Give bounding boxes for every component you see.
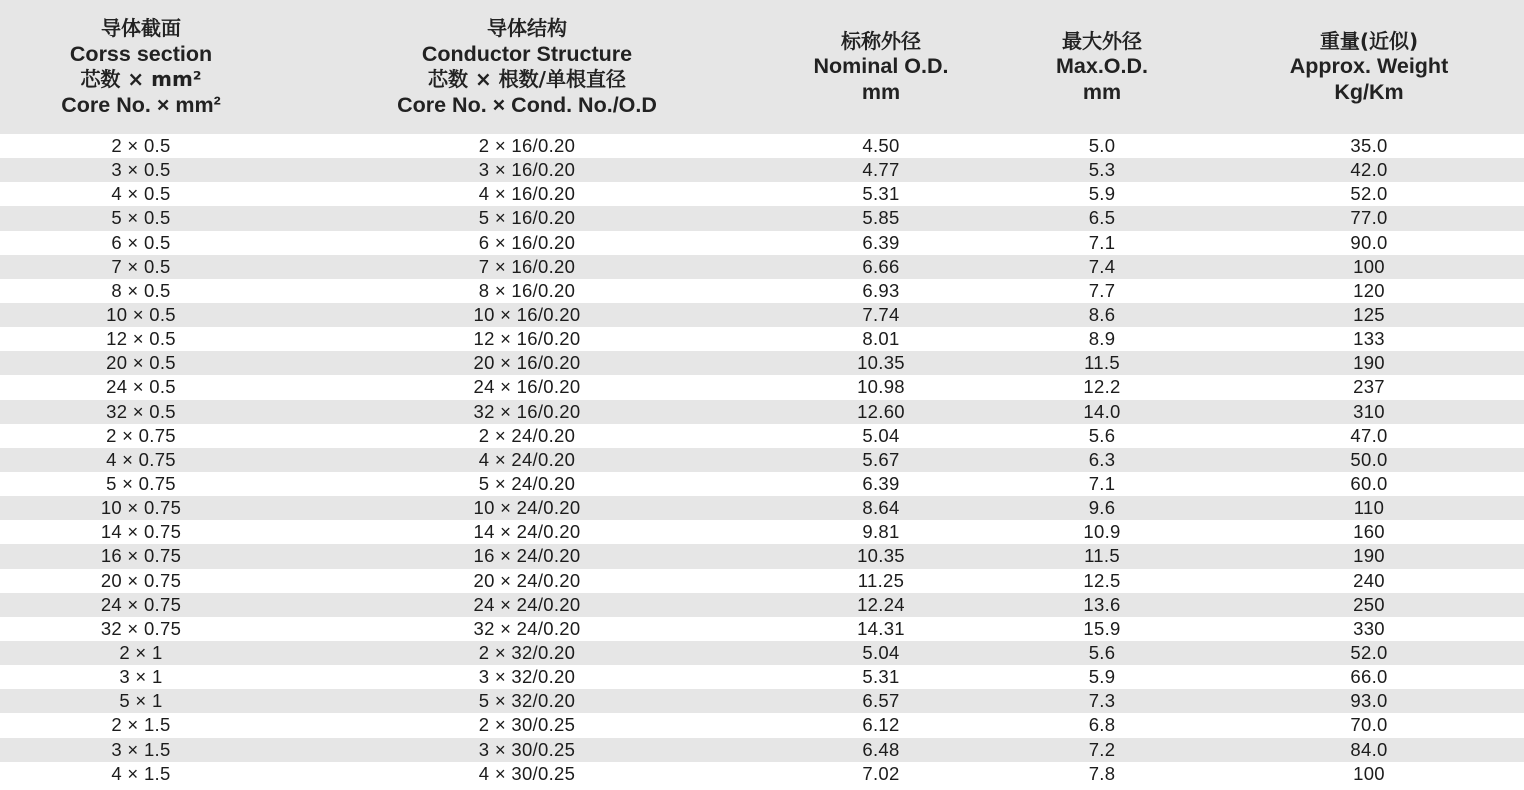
- cell-approx-weight: 90.0: [1214, 231, 1524, 255]
- table-row: [0, 448, 1524, 472]
- table-row: [0, 327, 1524, 351]
- cell-nominal-od: 10.35: [772, 351, 990, 375]
- cell-nominal-od: 6.57: [772, 689, 990, 713]
- table-row: [0, 665, 1524, 689]
- table-row: [0, 303, 1524, 327]
- header-line: Max.O.D.: [1056, 54, 1148, 79]
- cell-nominal-od: 6.66: [772, 255, 990, 279]
- header-line: Kg/Km: [1334, 79, 1404, 104]
- table-row: [0, 544, 1524, 568]
- cell-max-od: 12.5: [990, 569, 1214, 593]
- cell-nominal-od: 6.12: [772, 713, 990, 737]
- cell-cross-section: 4 × 1.5: [0, 762, 282, 786]
- cell-max-od: 7.1: [990, 472, 1214, 496]
- cell-conductor-structure: 20 × 24/0.20: [282, 569, 772, 593]
- cell-cross-section: 10 × 0.5: [0, 303, 282, 327]
- cell-nominal-od: 12.60: [772, 400, 990, 424]
- cell-conductor-structure: 5 × 16/0.20: [282, 206, 772, 230]
- cell-nominal-od: 5.85: [772, 206, 990, 230]
- cell-approx-weight: 77.0: [1214, 206, 1524, 230]
- cell-cross-section: 16 × 0.75: [0, 544, 282, 568]
- header-line: mm: [861, 79, 901, 104]
- cell-nominal-od: 6.48: [772, 738, 990, 762]
- cell-approx-weight: 42.0: [1214, 158, 1524, 182]
- table-row: [0, 641, 1524, 665]
- cell-max-od: 7.2: [990, 738, 1214, 762]
- cell-cross-section: 20 × 0.5: [0, 351, 282, 375]
- cell-conductor-structure: 7 × 16/0.20: [282, 255, 772, 279]
- cell-cross-section: 5 × 1: [0, 689, 282, 713]
- table-row: [0, 617, 1524, 641]
- cell-conductor-structure: 24 × 16/0.20: [282, 375, 772, 399]
- table-row: [0, 231, 1524, 255]
- cell-nominal-od: 6.93: [772, 279, 990, 303]
- cell-conductor-structure: 20 × 16/0.20: [282, 351, 772, 375]
- cell-nominal-od: 7.74: [772, 303, 990, 327]
- cell-max-od: 14.0: [990, 400, 1214, 424]
- header-line: Core No. × Cond. No./O.D: [397, 92, 657, 117]
- cell-conductor-structure: 2 × 16/0.20: [282, 134, 772, 158]
- cell-cross-section: 6 × 0.5: [0, 231, 282, 255]
- cell-nominal-od: 6.39: [772, 472, 990, 496]
- table-row: [0, 400, 1524, 424]
- cell-cross-section: 20 × 0.75: [0, 569, 282, 593]
- cell-approx-weight: 190: [1214, 351, 1524, 375]
- header-approx-weight: [1214, 0, 1524, 134]
- cell-approx-weight: 100: [1214, 762, 1524, 786]
- cell-conductor-structure: 4 × 16/0.20: [282, 182, 772, 206]
- table-row: [0, 496, 1524, 520]
- cell-approx-weight: 310: [1214, 400, 1524, 424]
- table-row: [0, 569, 1524, 593]
- cell-approx-weight: 133: [1214, 327, 1524, 351]
- table-body: [0, 134, 1524, 786]
- cell-approx-weight: 330: [1214, 617, 1524, 641]
- cell-cross-section: 8 × 0.5: [0, 279, 282, 303]
- cell-cross-section: 2 × 1.5: [0, 713, 282, 737]
- cell-nominal-od: 5.04: [772, 424, 990, 448]
- table-row: [0, 255, 1524, 279]
- cell-approx-weight: 35.0: [1214, 134, 1524, 158]
- cell-nominal-od: 5.04: [772, 641, 990, 665]
- cell-conductor-structure: 12 × 16/0.20: [282, 327, 772, 351]
- table-row: [0, 424, 1524, 448]
- cell-conductor-structure: 14 × 24/0.20: [282, 520, 772, 544]
- cell-nominal-od: 5.31: [772, 182, 990, 206]
- cell-approx-weight: 125: [1214, 303, 1524, 327]
- cell-cross-section: 32 × 0.75: [0, 617, 282, 641]
- cell-cross-section: 12 × 0.5: [0, 327, 282, 351]
- cell-approx-weight: 50.0: [1214, 448, 1524, 472]
- header-row: [0, 0, 1524, 134]
- cell-cross-section: 24 × 0.75: [0, 593, 282, 617]
- table-row: [0, 375, 1524, 399]
- cell-cross-section: 4 × 0.75: [0, 448, 282, 472]
- header-line: Corss section: [69, 41, 213, 66]
- cell-cross-section: 24 × 0.5: [0, 375, 282, 399]
- table-row: [0, 351, 1524, 375]
- cell-nominal-od: 9.81: [772, 520, 990, 544]
- cell-approx-weight: 60.0: [1214, 472, 1524, 496]
- cell-conductor-structure: 8 × 16/0.20: [282, 279, 772, 303]
- cell-max-od: 6.3: [990, 448, 1214, 472]
- cell-max-od: 15.9: [990, 617, 1214, 641]
- cell-approx-weight: 110: [1214, 496, 1524, 520]
- cell-approx-weight: 93.0: [1214, 689, 1524, 713]
- cell-approx-weight: 237: [1214, 375, 1524, 399]
- cell-approx-weight: 160: [1214, 520, 1524, 544]
- cell-max-od: 8.6: [990, 303, 1214, 327]
- cell-conductor-structure: 5 × 24/0.20: [282, 472, 772, 496]
- cell-approx-weight: 240: [1214, 569, 1524, 593]
- header-cross-section: [0, 0, 282, 134]
- cell-approx-weight: 66.0: [1214, 665, 1524, 689]
- header-line: 最大外径: [1062, 28, 1142, 53]
- header-max-od: [990, 0, 1214, 134]
- cell-cross-section: 5 × 0.5: [0, 206, 282, 230]
- cell-approx-weight: 84.0: [1214, 738, 1524, 762]
- table-row: [0, 472, 1524, 496]
- header-nominal-od: [772, 0, 990, 134]
- cell-cross-section: 2 × 0.75: [0, 424, 282, 448]
- cell-max-od: 6.8: [990, 713, 1214, 737]
- table-row: [0, 279, 1524, 303]
- table-row: [0, 762, 1524, 786]
- cell-max-od: 5.9: [990, 665, 1214, 689]
- cell-max-od: 7.8: [990, 762, 1214, 786]
- cell-conductor-structure: 10 × 24/0.20: [282, 496, 772, 520]
- cell-conductor-structure: 2 × 24/0.20: [282, 424, 772, 448]
- cell-nominal-od: 7.02: [772, 762, 990, 786]
- cell-max-od: 7.1: [990, 231, 1214, 255]
- table-row: [0, 520, 1524, 544]
- table-row: [0, 206, 1524, 230]
- table-row: [0, 158, 1524, 182]
- cell-max-od: 8.9: [990, 327, 1214, 351]
- cell-max-od: 6.5: [990, 206, 1214, 230]
- cell-nominal-od: 8.64: [772, 496, 990, 520]
- table-row: [0, 738, 1524, 762]
- cell-cross-section: 7 × 0.5: [0, 255, 282, 279]
- cell-nominal-od: 6.39: [772, 231, 990, 255]
- cell-max-od: 7.7: [990, 279, 1214, 303]
- cell-max-od: 12.2: [990, 375, 1214, 399]
- header-line: Nominal O.D.: [813, 54, 949, 79]
- cell-approx-weight: 190: [1214, 544, 1524, 568]
- table-row: [0, 134, 1524, 158]
- cell-nominal-od: 5.67: [772, 448, 990, 472]
- header-conductor-structure: [282, 0, 772, 134]
- cell-approx-weight: 52.0: [1214, 182, 1524, 206]
- cell-conductor-structure: 6 × 16/0.20: [282, 231, 772, 255]
- cell-approx-weight: 100: [1214, 255, 1524, 279]
- header-line: 芯数 × 根数/单根直径: [428, 67, 626, 91]
- header-line: 芯数 × mm²: [80, 67, 202, 91]
- cell-cross-section: 3 × 1.5: [0, 738, 282, 762]
- cell-max-od: 9.6: [990, 496, 1214, 520]
- cell-nominal-od: 8.01: [772, 327, 990, 351]
- table-row: [0, 713, 1524, 737]
- cell-max-od: 5.3: [990, 158, 1214, 182]
- header-line: Core No. × mm²: [61, 92, 221, 117]
- cell-nominal-od: 10.98: [772, 375, 990, 399]
- cell-conductor-structure: 24 × 24/0.20: [282, 593, 772, 617]
- cell-approx-weight: 70.0: [1214, 713, 1524, 737]
- cell-max-od: 5.0: [990, 134, 1214, 158]
- cell-max-od: 10.9: [990, 520, 1214, 544]
- cell-conductor-structure: 3 × 30/0.25: [282, 738, 772, 762]
- cell-cross-section: 3 × 1: [0, 665, 282, 689]
- cell-max-od: 11.5: [990, 351, 1214, 375]
- header-line: 导体截面: [101, 16, 181, 40]
- cell-approx-weight: 250: [1214, 593, 1524, 617]
- cell-conductor-structure: 3 × 16/0.20: [282, 158, 772, 182]
- cell-conductor-structure: 2 × 30/0.25: [282, 713, 772, 737]
- cell-cross-section: 2 × 0.5: [0, 134, 282, 158]
- header-line: Conductor Structure: [421, 41, 633, 66]
- table-row: [0, 689, 1524, 713]
- header-line: 标称外径: [841, 28, 921, 53]
- cell-max-od: 5.9: [990, 182, 1214, 206]
- cell-conductor-structure: 10 × 16/0.20: [282, 303, 772, 327]
- cell-cross-section: 14 × 0.75: [0, 520, 282, 544]
- cell-max-od: 7.3: [990, 689, 1214, 713]
- cell-nominal-od: 4.77: [772, 158, 990, 182]
- cell-cross-section: 5 × 0.75: [0, 472, 282, 496]
- cell-max-od: 7.4: [990, 255, 1214, 279]
- table-row: [0, 593, 1524, 617]
- header-line: 重量(近似): [1319, 28, 1419, 53]
- cell-cross-section: 32 × 0.5: [0, 400, 282, 424]
- table-row: [0, 182, 1524, 206]
- cell-conductor-structure: 2 × 32/0.20: [282, 641, 772, 665]
- cell-nominal-od: 10.35: [772, 544, 990, 568]
- cell-cross-section: 3 × 0.5: [0, 158, 282, 182]
- cell-max-od: 5.6: [990, 424, 1214, 448]
- cell-approx-weight: 120: [1214, 279, 1524, 303]
- cell-conductor-structure: 3 × 32/0.20: [282, 665, 772, 689]
- cell-nominal-od: 14.31: [772, 617, 990, 641]
- header-line: mm: [1082, 79, 1122, 104]
- cell-nominal-od: 5.31: [772, 665, 990, 689]
- cell-conductor-structure: 5 × 32/0.20: [282, 689, 772, 713]
- cell-cross-section: 4 × 0.5: [0, 182, 282, 206]
- cell-approx-weight: 52.0: [1214, 641, 1524, 665]
- cell-approx-weight: 47.0: [1214, 424, 1524, 448]
- cell-conductor-structure: 16 × 24/0.20: [282, 544, 772, 568]
- cell-conductor-structure: 4 × 24/0.20: [282, 448, 772, 472]
- cell-cross-section: 10 × 0.75: [0, 496, 282, 520]
- header-line: 导体结构: [487, 16, 567, 40]
- cell-nominal-od: 4.50: [772, 134, 990, 158]
- cell-max-od: 13.6: [990, 593, 1214, 617]
- header-line: Approx. Weight: [1289, 54, 1449, 79]
- cell-max-od: 11.5: [990, 544, 1214, 568]
- cell-nominal-od: 11.25: [772, 569, 990, 593]
- cell-conductor-structure: 32 × 24/0.20: [282, 617, 772, 641]
- cell-cross-section: 2 × 1: [0, 641, 282, 665]
- cell-conductor-structure: 4 × 30/0.25: [282, 762, 772, 786]
- cell-conductor-structure: 32 × 16/0.20: [282, 400, 772, 424]
- cell-max-od: 5.6: [990, 641, 1214, 665]
- cell-nominal-od: 12.24: [772, 593, 990, 617]
